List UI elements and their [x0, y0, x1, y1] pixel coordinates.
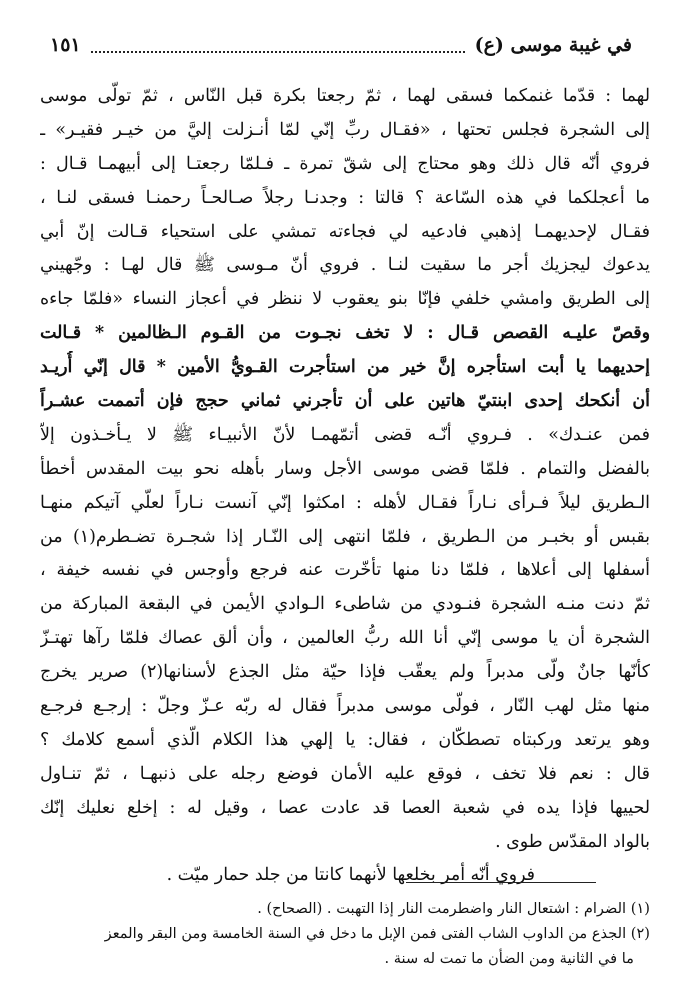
body-line: إلى الطريق وامشي خلفي فإنّا بنو يعقوب لا ننظر في أعجاز النساء «فلمّا جاءه	[40, 289, 650, 310]
body-line: بالواد المقدّس طوى .	[495, 831, 650, 852]
body-line-quran: وقصّ عليـه القصص قـال : لا تخف نجـوت من القـوم الـظالمين * قـالت	[40, 323, 650, 344]
running-header	[50, 28, 632, 62]
page-number: ١٥١	[50, 34, 81, 56]
body-line-quran: إحديهما يا أبت استأجره إنَّ خير من استأجرت القـويُّ الأمين * قال إنّي أُريـد	[40, 357, 650, 378]
body-line: بالفضل والتمام . فلمّا قضى موسى الأجل وسار بأهله نحو بيت المقدس أخطأ	[40, 458, 650, 479]
body-text	[40, 80, 650, 893]
body-line: منها مثل لهب النّار ، فولّى موسى مدبراً فقال له ربّه عـزّ وجلّ : إرجـع فرجـع	[40, 696, 650, 717]
footnote-separator	[406, 882, 596, 883]
body-line-paragraph: فروي أنّه أمر بخلعها لأنهما كانتا من جلد حمار ميّت .	[166, 865, 535, 886]
body-line: فروي أنّه قال ذلك وهو محتاج إلى شقّ تمرة ـ فـلمّا رجعتـا إلى أبيهمـا قـال :	[40, 153, 650, 174]
body-line: ما أعجلكما في هذه السّاعة ؟ قالتا : وجدنـا رجلاً صـالحـاً رحمنـا فسقى لنـا ،	[40, 187, 650, 208]
footnote-2-continuation: ما في الثانية ومن الضأن ما تمت له سنة .	[384, 950, 634, 967]
body-line: كأنّها جانٌ ولّى مدبراً ولم يعقّب فإذا حيّة مثل الجذع لأسنانها(٢) صرير يخرج	[40, 662, 650, 683]
body-line: أسفلها إلى أعلاها ، فلمّا دنا منها تأخّرت عنه فرجع وأوجس في نفسه خيفة ،	[40, 560, 650, 581]
body-line: لهما : قدّما غنمكما فسقى لهما ، ثمّ رجعتا بكرة قبل النّاس ، ثمّ تولّى موسى	[40, 86, 650, 106]
body-line: الشجرة أن يا موسى إنّي أنا الله ربُّ العالمين ، وأن ألق عصاك فلمّا رآها تهتـزّ	[40, 628, 650, 649]
body-line: بقبس أو بخبـر من الـطريق ، فلمّا انتهى إلى النّـار إذا شجـرة تضـطرم(١) من	[40, 526, 650, 547]
body-line-quran: أن أنكحك إحدى ابنتيّ هاتين على أن تأجرني ثماني حجج فإن أتممت عشـراً	[40, 391, 650, 412]
footnote-1: (١) الضرام : اشتعال النار واضطرمت النار إذا التهبت . (الصحاح) .	[257, 900, 650, 917]
body-line: ثمّ دنت منـه الشجرة فنـودي من شاطىء الـوادي الأيمن في البقعة المباركة من	[40, 594, 650, 615]
body-line: لحييها فإذا يده في شعبة العصا قد عادت عصا ، وقيل له : إخلع نعليك إنّك	[40, 797, 650, 818]
body-line: الـطريق ليلاً فـرأى نـاراً فقـال لأهله : امكثوا إنّي آنست نـاراً لعلّي آتيكم منهـا	[40, 492, 650, 513]
header-title: في غيبة موسى (ع)	[474, 34, 632, 56]
footnote-2: (٢) الجذع من الداوب الشاب الفتى فمن الإبل ما دخل في السنة الخامسة ومن البقر والمعز	[104, 925, 650, 942]
body-line: قال : نعم فلا تخف ، فوقع عليه الأمان فوضع رجله على ذنبهـا ، ثمّ تنـاول	[40, 763, 650, 784]
body-line: فقـال لإحديهمـا إذهبي فادعيه لي فجاءته تمشي على استحياء قـالت إنّ أبي	[40, 221, 650, 242]
header-dotted-leader	[91, 37, 465, 53]
body-line: يدعوك ليجزيك أجر ما سقيت لنـا . فروي أنّ مـوسى ﷺ قال لهـا : وجّهيني	[40, 255, 650, 276]
footnotes	[40, 896, 650, 971]
body-line: فمن عنـدك» . فـروي أنّـه قضى أتمّهمـا لأنّ الأنبيـاء ﷺ لا يـأخـذون إلاّ	[40, 424, 650, 445]
body-line: وهو يرتعد وركبتاه تصطكّان ، فقال: يا إلهي هذا الكلام الّذي أسمع كلامك ؟	[40, 729, 650, 750]
body-line: إلى الشجرة فجلس تحتها ، «فقـال ربِّ إنّي لمّا أنـزلت إليَّ من خيـر فقيـر» ـ	[40, 119, 650, 140]
